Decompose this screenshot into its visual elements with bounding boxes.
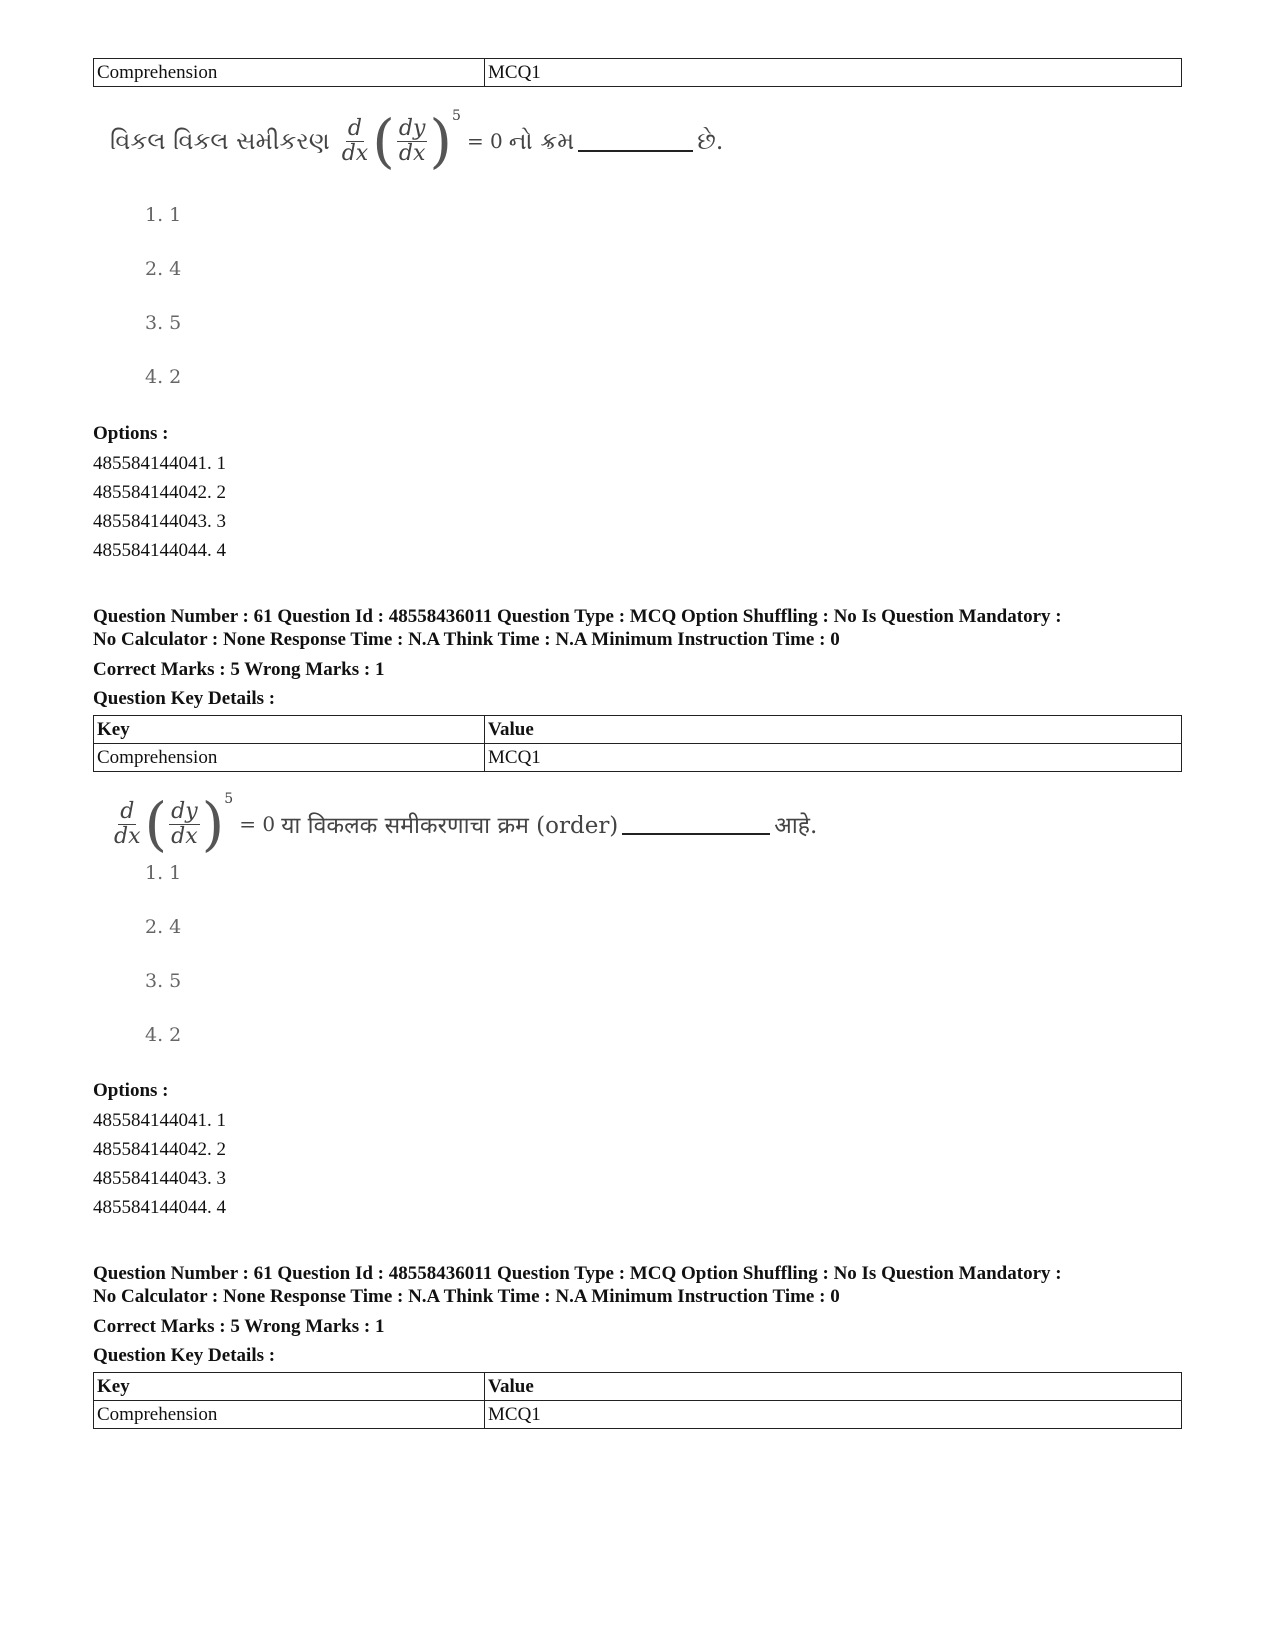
exponent: 5 [452,108,461,124]
frac-num: d [347,115,363,141]
table-header-key: Key [94,716,485,744]
answer-blank [622,833,770,835]
left-paren: ( [372,107,395,175]
fraction-d-dx [340,117,371,166]
stem-prefix: વિકલ વિકલ સમીકરણ [110,127,330,155]
option-id-item: 485584144044. 4 [93,540,226,561]
key-value-table-top [93,58,1182,87]
stem-suffix: નો ક્રમ [508,127,575,155]
choice-item: 3. 5 [145,312,182,334]
frac-den: dx [398,140,426,166]
frac-den: dx [171,823,198,849]
choice-list-marathi [145,862,181,1078]
stem-suffix: या विकलक समीकरणाचा क्रम (order) [281,813,619,839]
choice-item: 2. 4 [145,258,182,280]
option-id-item: 485584144042. 2 [93,482,226,503]
table-header-row [94,1373,1182,1401]
key-value-table [93,715,1182,772]
stem-end: છે. [697,127,724,155]
table-header-value: Value [485,1373,1182,1401]
options-label: Options : [93,423,169,444]
option-id-item: 485584144041. 1 [93,1110,226,1131]
meta-line-1: Question Number : 61 Question Id : 48558436011 Question Type : MCQ Option Shuffling : No Is Question Mandatory : [93,606,1062,627]
option-id-item: 485584144042. 2 [93,1139,226,1160]
equals-zero: = 0 [466,129,503,153]
fraction-dy-dx [397,117,428,166]
table-header-key: Key [94,1373,485,1401]
frac-den: dx [341,140,369,166]
fraction-d-dx [112,800,143,849]
frac-den: dx [114,823,141,849]
equals-zero: = 0 [239,812,276,836]
table-cell-value: MCQ1 [485,1401,1182,1429]
option-id-item: 485584144041. 1 [93,453,226,474]
table-cell-value: MCQ1 [485,744,1182,772]
question-stem-gujarati [110,107,724,175]
table-header-value: Value [485,716,1182,744]
table-row [94,744,1182,772]
left-paren: ( [144,790,168,858]
choice-item: 4. 2 [145,1024,182,1046]
table-row [94,1401,1182,1429]
exponent: 5 [224,791,234,807]
option-id-list [93,449,226,565]
answer-blank [578,150,693,152]
question-meta [93,605,1193,651]
table-header-row [94,716,1182,744]
table-cell-key: Comprehension [94,1401,485,1429]
meta-line-2: No Calculator : None Response Time : N.A Think Time : N.A Minimum Instruction Time : 0 [93,1286,840,1307]
choice-item: 4. 2 [145,366,182,388]
right-paren: ) [429,107,453,175]
marks-line: Correct Marks : 5 Wrong Marks : 1 [93,1316,385,1337]
right-paren: ) [201,790,225,858]
option-id-item: 485584144043. 3 [93,511,226,532]
choice-item: 3. 5 [145,970,182,992]
frac-num: dy [398,115,426,141]
meta-line-2: No Calculator : None Response Time : N.A Think Time : N.A Minimum Instruction Time : 0 [93,629,840,650]
fraction-dy-dx [169,800,200,849]
choice-item: 2. 4 [145,916,182,938]
marks-line: Correct Marks : 5 Wrong Marks : 1 [93,659,385,680]
frac-num: d [120,798,135,824]
option-id-item: 485584144043. 3 [93,1168,226,1189]
table-cell-key: Comprehension [94,59,485,87]
table-cell-key: Comprehension [94,744,485,772]
frac-num: dy [171,798,198,824]
options-label: Options : [93,1080,169,1101]
choice-item: 1. 1 [145,204,182,226]
table-cell-value: MCQ1 [485,59,1182,87]
question-meta [93,1262,1193,1308]
choice-item: 1. 1 [145,862,182,884]
question-stem-marathi [110,790,818,858]
option-id-item: 485584144044. 4 [93,1197,226,1218]
table-row [94,59,1182,87]
key-details-label: Question Key Details : [93,1345,276,1366]
meta-line-1: Question Number : 61 Question Id : 48558436011 Question Type : MCQ Option Shuffling : No Is Question Mandatory : [93,1263,1062,1284]
key-details-label: Question Key Details : [93,688,276,709]
stem-end: आहे. [774,813,818,839]
choice-list-gujarati [145,204,181,420]
key-value-table [93,1372,1182,1429]
option-id-list [93,1106,226,1222]
